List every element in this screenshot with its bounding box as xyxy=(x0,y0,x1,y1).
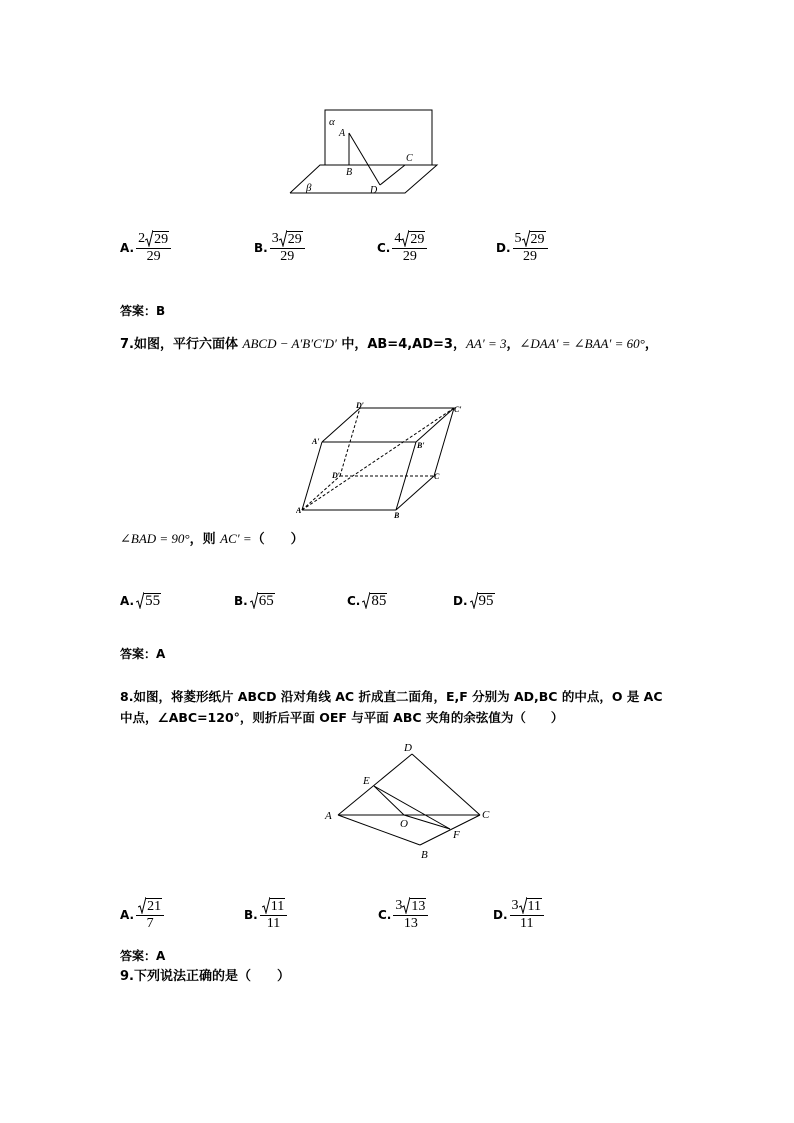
q8-option-c[interactable]: C. 3 13 13 xyxy=(378,897,428,932)
q7-option-c[interactable]: C. 85 xyxy=(347,593,387,609)
label-C1: C′ xyxy=(454,405,462,414)
q7-option-d[interactable]: D. 95 xyxy=(453,593,494,609)
q7-question-line: ∠BAD = 90°，则 AC′ =（ ） xyxy=(120,531,304,547)
label-D: D xyxy=(370,185,378,196)
label-O: O xyxy=(400,818,408,830)
q6-option-d[interactable]: D. 5 29 29 xyxy=(496,230,548,265)
q7-option-a[interactable]: A. 55 xyxy=(120,593,161,609)
label-A: A xyxy=(325,810,332,822)
label-B1: B′ xyxy=(417,441,425,450)
q6-option-c[interactable]: C. 4 29 29 xyxy=(377,230,427,265)
fraction: $\frac{11}{11}$ xyxy=(260,897,287,932)
label-D: D xyxy=(404,742,412,754)
q7-option-b[interactable]: B. 65 xyxy=(234,593,274,609)
fraction: $\frac{21}{7}$ xyxy=(136,897,164,932)
label-D: D′ xyxy=(332,471,341,480)
label-beta: β xyxy=(306,182,312,194)
q8-option-d[interactable]: D. 3 11 11 xyxy=(493,897,544,932)
fraction: 4 29 29 xyxy=(392,230,427,265)
fraction: 3 13 13 xyxy=(393,897,428,932)
figure-planes xyxy=(285,105,445,200)
q7-stem: 7.如图，平行六面体 ABCD − A′B′C′D′ 中，AB=4,AD=3，AA′ = 3，∠DAA′ = ∠BAA′ = 60°， xyxy=(120,336,658,352)
q6-option-b[interactable]: B. 3 29 29 xyxy=(254,230,305,265)
label-E: E xyxy=(363,775,370,787)
label-B: B xyxy=(421,849,428,861)
label-B: B xyxy=(394,511,400,520)
fraction: 3 11 11 xyxy=(510,897,544,932)
q8-stem-line2: 中点，∠ABC=120°，则折后平面 OEF 与平面 ABC 夹角的余弦值为（ ） xyxy=(120,710,564,725)
label-D1: D′ xyxy=(356,401,365,410)
label-C: C xyxy=(434,472,440,481)
label-B: B xyxy=(346,167,353,178)
label-A1: A′ xyxy=(312,437,320,446)
label-C: C xyxy=(482,809,490,821)
q8-answer: 答案：A xyxy=(120,949,166,963)
label-C: C xyxy=(406,153,413,164)
label-A: A′ xyxy=(296,506,304,515)
fraction: 3 29 29 xyxy=(270,230,305,265)
q7-answer: 答案：A xyxy=(120,647,166,661)
label-A: A xyxy=(339,128,346,139)
label-alpha: α xyxy=(329,116,335,128)
label-F: F xyxy=(453,829,460,841)
q9-stem: 9.下列说法正确的是（ ） xyxy=(120,969,290,984)
q8-option-b[interactable]: B. $\frac{11}{11}$ xyxy=(244,897,287,932)
fraction: 5 29 29 xyxy=(513,230,548,265)
figure-parallelepiped xyxy=(296,400,468,520)
q8-option-a[interactable]: A. $\frac{21}{7}$ xyxy=(120,897,164,932)
q8-stem-line1: 8.如图，将菱形纸片 ABCD 沿对角线 AC 折成直二面角，E,F 分别为 AD,BC 的中点，O 是 AC xyxy=(120,689,663,704)
q6-option-a[interactable]: A. 2 29 29 xyxy=(120,230,171,265)
q6-answer: 答案：B xyxy=(120,304,166,318)
fraction: 2 29 29 xyxy=(136,230,171,265)
figure-rhombus xyxy=(320,740,500,862)
